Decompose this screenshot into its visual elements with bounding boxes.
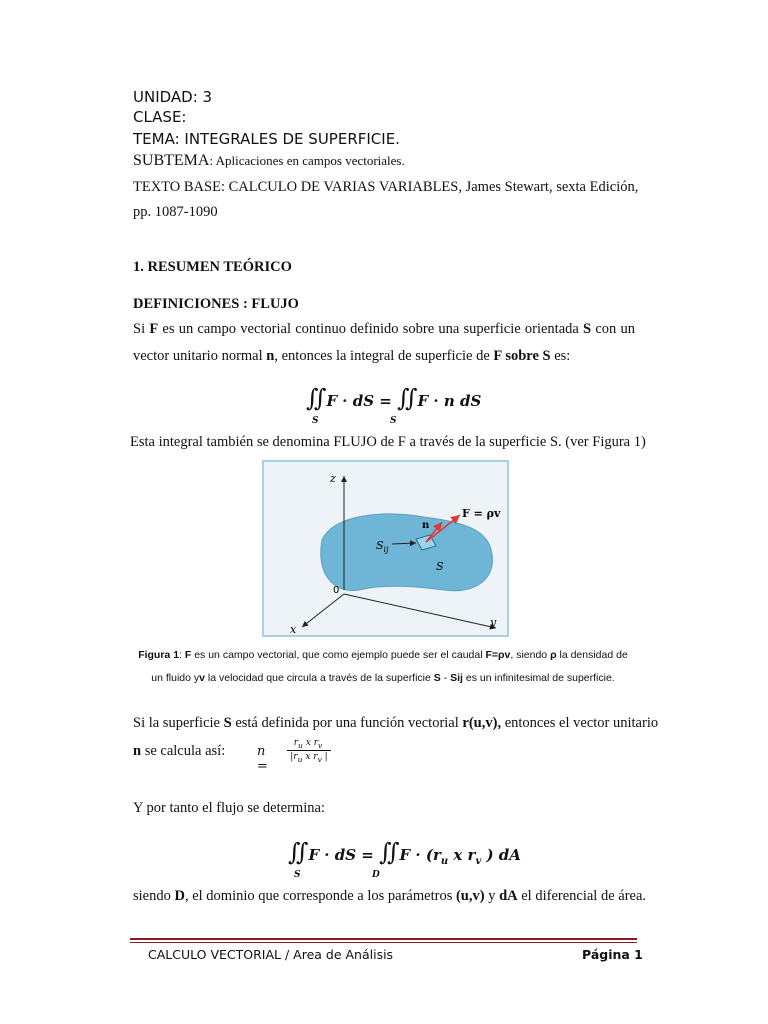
para1-line1 <box>133 321 635 338</box>
para3-line2 <box>133 743 225 760</box>
eq-rhs: F · (r <box>399 846 441 864</box>
eq-rhs: ) dA <box>481 846 521 864</box>
para4: Y por tanto el flujo se determina: <box>133 800 325 816</box>
text: , entonces la integral de superficie de <box>274 348 494 364</box>
surface-shape <box>321 514 493 591</box>
section-title: 1. RESUMEN TEÓRICO <box>133 259 292 275</box>
text-bold: S <box>223 715 232 731</box>
text-bold: ρ <box>550 649 557 661</box>
text-bold: D <box>174 888 185 904</box>
text-bold: (u,v) <box>455 888 485 904</box>
y-label: y <box>490 616 497 629</box>
footer-rule-thin <box>130 942 637 943</box>
eq-n-numerator: $r_u$ x $r_v$ <box>293 738 323 750</box>
text-bold: r(u,v), <box>462 715 502 731</box>
double-integral-symbol: ∬ <box>397 384 418 412</box>
clase-line: CLASE: <box>133 108 187 126</box>
x-label: x <box>290 623 297 635</box>
eq-sub-left: S <box>312 416 319 426</box>
figure-caption <box>123 644 643 690</box>
subtema-label: SUBTEMA <box>133 152 210 169</box>
text-bold: S <box>433 672 441 684</box>
text: la velocidad que circula a través de la superficie <box>204 672 434 684</box>
s-label: S <box>436 560 444 573</box>
text: vector unitario normal <box>133 348 267 364</box>
text-bold: F sobre S <box>493 348 551 364</box>
text: se calcula así: <box>141 743 226 759</box>
eq-sub-right: D <box>372 870 380 880</box>
text-bold: n <box>266 348 275 364</box>
double-integral-symbol: ∬ <box>379 838 400 866</box>
flux-equation <box>306 384 481 424</box>
subtema-line <box>133 151 405 170</box>
unidad-line: UNIDAD: 3 <box>133 88 213 106</box>
text: el diferencial de área. <box>517 888 647 904</box>
eq-sub: u <box>440 856 449 867</box>
eq-sub-left: S <box>294 870 301 880</box>
text: Si la superficie <box>133 715 224 731</box>
texto-base-line-1: TEXTO BASE: CALCULO DE VARIAS VARIABLES, James Stewart, sexta Edición, <box>133 179 639 195</box>
text: - <box>440 672 451 684</box>
flux-parametric-equation <box>288 838 521 880</box>
footer-page-number: Página 1 <box>582 947 643 962</box>
text: , siendo <box>510 649 551 661</box>
text-bold: F <box>184 649 192 661</box>
eq-rhs: F · n dS <box>417 392 482 410</box>
eq-n-denominator: $|r_u$ x $r_v$ | <box>290 752 328 764</box>
eq-sub: v <box>475 856 482 867</box>
para3-line1 <box>133 715 659 732</box>
z-label: z <box>330 472 336 485</box>
origin-label: 0 <box>333 585 340 596</box>
text: con un <box>591 321 635 337</box>
text-bold: S <box>583 321 592 337</box>
text: un fluido y <box>151 672 200 684</box>
para5 <box>133 888 646 905</box>
text: entonces el vector unitario <box>501 715 659 731</box>
text: es un infinitesimal de superficie. <box>462 672 615 684</box>
footer-rule <box>130 938 637 940</box>
text-bold: n <box>133 743 142 759</box>
para2: Esta integral también se denomina FLUJO de F a través de la superficie S. (ver Figura 1) <box>130 434 646 450</box>
eq-lhs: F · dS = <box>326 392 398 410</box>
text: está definida por una función vectorial <box>231 715 463 731</box>
double-integral-symbol: ∬ <box>288 838 309 866</box>
text: es: <box>550 348 571 364</box>
eq-sub-right: S <box>390 416 397 426</box>
subtema-text: : Aplicaciones en campos vectoriales. <box>209 153 405 168</box>
y-axis <box>344 594 496 628</box>
text: , el dominio que corresponde a los parámetros <box>184 888 456 904</box>
text-bold: F <box>149 321 159 337</box>
definitions-title: DEFINICIONES : FLUJO <box>133 296 299 312</box>
eq-lhs: F · dS = <box>308 846 380 864</box>
text: la densidad de <box>556 649 628 661</box>
sij-label: $S_{ij}$ <box>376 539 389 554</box>
para1-line2 <box>133 348 570 365</box>
double-integral-symbol: ∬ <box>306 384 327 412</box>
text: : <box>179 649 185 661</box>
tema-line: TEMA: INTEGRALES DE SUPERFICIE. <box>133 130 400 148</box>
figure-1 <box>262 460 509 637</box>
text-bold: v <box>199 672 205 684</box>
text-bold: Sij <box>450 672 463 684</box>
F-label: F = ρv <box>462 507 501 520</box>
x-axis <box>302 594 344 627</box>
text: es un campo vectorial continuo definido sobre una superficie orientada <box>158 321 584 337</box>
text: Si <box>133 321 150 337</box>
text-bold: F=ρv <box>485 649 511 661</box>
fraction-bar <box>287 750 331 751</box>
eq-rhs: x r <box>448 846 476 864</box>
eq-n-lhs: n = <box>257 744 268 774</box>
flux-diagram <box>264 462 507 635</box>
n-label: n <box>422 520 430 531</box>
text: siendo <box>133 888 175 904</box>
text: y <box>484 888 500 904</box>
footer-left: CALCULO VECTORIAL / Area de Análisis <box>148 947 394 962</box>
texto-base-line-2: pp. 1087-1090 <box>133 204 218 220</box>
text-bold: dA <box>499 888 518 904</box>
caption-figure-label: Figura 1 <box>138 649 180 661</box>
text: es un campo vectorial, que como ejemplo puede ser el caudal <box>191 649 486 661</box>
